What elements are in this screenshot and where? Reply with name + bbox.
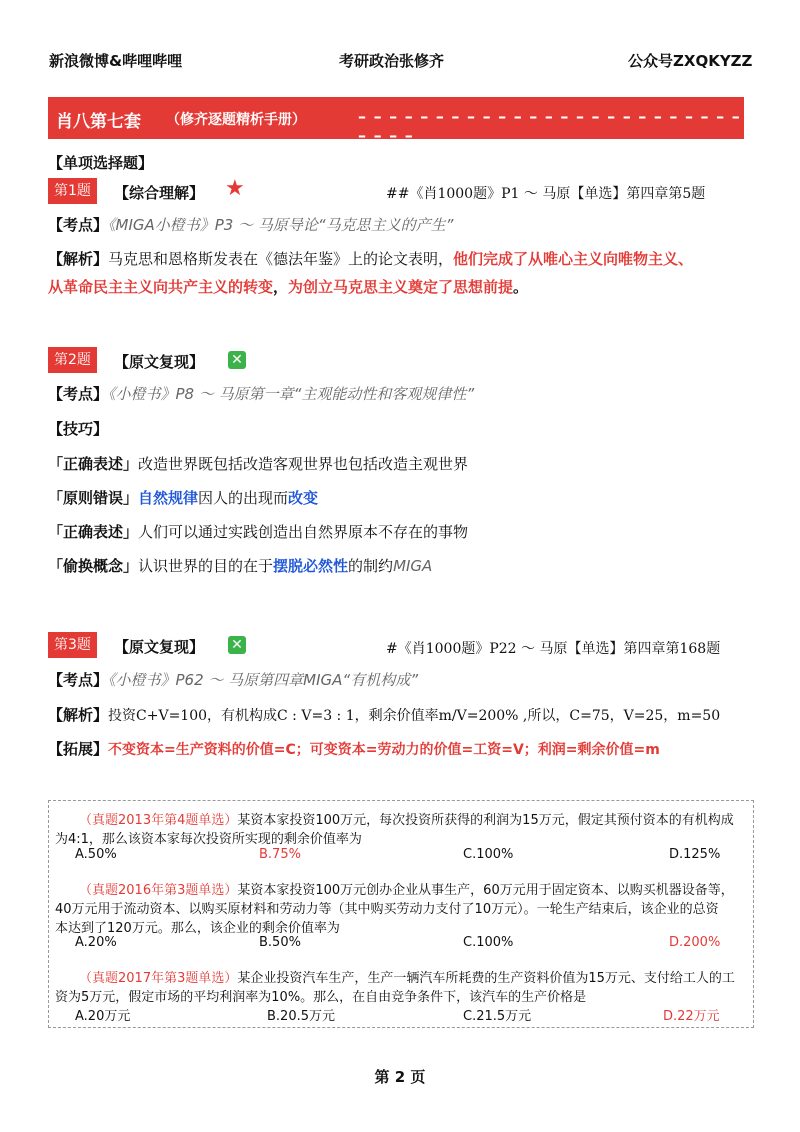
header-weibo: 新浪微博&哔哩哔哩	[49, 52, 183, 70]
exam-3-line1	[79, 967, 735, 986]
line-highlight: 改变	[288, 489, 319, 507]
banner-title: 肖八第七套	[56, 112, 141, 132]
q3-jiexi	[48, 704, 720, 725]
q2-type: 【原文复现】	[114, 353, 205, 371]
q2-line2	[48, 487, 318, 508]
kaodian-label: 【考点】	[48, 216, 109, 234]
kaodian-text: 《小橙书》P62 ～ 马原第四章MIGA“有机构成”	[108, 671, 418, 689]
exam-2-line3: 本达到了120万元。那么，该企业的剩余价值率为	[55, 921, 340, 936]
q2-tag: 第2题	[48, 347, 97, 373]
page-number: 第 2 页	[374, 1068, 426, 1086]
exam-2-line2: 40万元用于流动资本、以购买原材料和劳动力等（其中购买劳动力支付了10万元）。一轮生产结束后，该企业的总资	[55, 902, 719, 917]
line-text: 改造世界既包括改造客观世界也包括改造主观世界	[138, 455, 469, 473]
line-label: 「正确表述」	[48, 523, 139, 541]
line-highlight: 自然规律	[138, 489, 199, 507]
q2-kaodian	[48, 383, 474, 404]
q3-ref: #《肖1000题》P22 ～ 马原【单选】第四章第168题	[386, 641, 721, 657]
cross-mark-icon: ✕	[228, 351, 246, 369]
jiexi-highlight: 为创立马克思主义奠定了思想前提	[288, 278, 514, 296]
exam-2-option-a: A.20%	[75, 935, 117, 950]
kaodian-label: 【考点】	[48, 385, 109, 403]
jiexi-text: ，	[273, 278, 289, 296]
exam-source: （真题2017年第3题单选）	[79, 971, 238, 986]
section-title: 【单项选择题】	[48, 154, 154, 172]
jiexi-text: 投资C+V=100，有机构成C : V=3 : 1，剩余价值率m/V=200% ,所以，C=75，V=25，m=50	[108, 708, 721, 724]
exam-source: （真题2016年第3题单选）	[79, 883, 238, 898]
exam-1-option-c: C.100%	[463, 847, 514, 862]
q3-tuozhan	[48, 738, 660, 759]
exam-text: 某企业投资汽车生产，生产一辆汽车所耗费的生产资料价值为15万元、支付给工人的工	[237, 971, 735, 986]
tuozhan-text: 不变资本=生产资料的价值=C；可变资本=劳动力的价值=工资=V；利润=剩余价值=m	[108, 742, 660, 758]
jiexi-text: 马克思和恩格斯发表在《德法年鉴》上的论文表明，	[108, 250, 454, 268]
banner-dashes: – – – – – – – – – – – – – – – – – – – – – – – – – – – – –	[358, 107, 741, 139]
jiexi-label: 【解析】	[48, 250, 109, 268]
header-account: 公众号ZXQKYZZ	[628, 52, 753, 70]
q1-kaodian	[48, 214, 453, 235]
q1-jiexi-line2	[48, 276, 528, 297]
q1-tag: 第1题	[48, 178, 97, 204]
banner-subtitle: （修齐逐题精析手册）	[166, 112, 306, 128]
exam-2-line1	[79, 879, 734, 898]
kaodian-label: 【考点】	[48, 671, 109, 689]
line-label: 「正确表述」	[48, 455, 139, 473]
q1-type: 【综合理解】	[114, 184, 205, 202]
jiexi-text: 。	[513, 278, 529, 296]
q3-kaodian	[48, 669, 418, 690]
exam-1-line2: 为4:1，那么该资本家每次投资所实现的剩余价值率为	[55, 832, 362, 847]
q2-line3	[48, 521, 468, 542]
exam-3-option-c: C.21.5万元	[463, 1009, 532, 1024]
exam-source: （真题2013年第4题单选）	[79, 813, 238, 828]
exam-1-option-a: A.50%	[75, 847, 117, 862]
q1-ref: ##《肖1000题》P1 ～ 马原【单选】第四章第5题	[386, 186, 706, 202]
exam-1-option-b: B.75%	[259, 847, 301, 862]
miga-mark: MIGA	[393, 557, 433, 575]
exam-3-option-d: D.22万元	[663, 1009, 720, 1024]
line-text: 人们可以通过实践创造出自然界原本不存在的事物	[138, 523, 469, 541]
line-text: 的制约	[348, 557, 394, 575]
tuozhan-label: 【拓展】	[48, 740, 109, 758]
jiexi-highlight: 从革命民主主义向共产主义的转变	[48, 278, 274, 296]
exam-3-line2: 资为5万元，假定市场的平均利润率为10%。那么，在自由竞争条件下，该汽车的生产价格是	[55, 990, 587, 1005]
jiexi-label: 【解析】	[48, 706, 109, 724]
exam-text: 某资本家投资100万元创办企业从事生产，60万元用于固定资本、以购买机器设备等，	[237, 883, 734, 898]
q2-line4	[48, 555, 432, 576]
kaodian-text: 《小橙书》P8 ～ 马原第一章“主观能动性和客观规律性”	[108, 385, 475, 403]
exam-1-option-d: D.125%	[669, 847, 721, 862]
q3-type: 【原文复现】	[114, 638, 205, 656]
exam-text: 某资本家投资100万元，每次投资所获得的利润为15万元，假定其预付资本的有机构成	[237, 813, 734, 828]
exam-2-option-c: C.100%	[463, 935, 514, 950]
line-highlight: 摆脱必然性	[273, 557, 349, 575]
exam-2-option-b: B.50%	[259, 935, 301, 950]
header-author: 考研政治张修齐	[339, 52, 445, 70]
q2-jiqiao: 【技巧】	[48, 420, 109, 438]
jiexi-highlight: 他们完成了从唯心主义向唯物主义、	[453, 250, 694, 268]
q3-tag: 第3题	[48, 632, 97, 658]
exam-3-option-b: B.20.5万元	[267, 1009, 335, 1024]
exam-2-option-d: D.200%	[669, 935, 721, 950]
q1-jiexi-line1	[48, 248, 693, 269]
line-text: 认识世界的目的在于	[138, 557, 274, 575]
exam-1-line1	[79, 809, 734, 828]
exam-3-option-a: A.20万元	[75, 1009, 131, 1024]
star-icon: ★	[225, 176, 245, 201]
kaodian-text: 《MIGA小橙书》P3 ～ 马原导论“马克思主义的产生”	[108, 216, 454, 234]
cross-mark-icon: ✕	[228, 636, 246, 654]
exam-questions-box	[48, 800, 754, 1028]
line-text: 因人的出现而	[198, 489, 289, 507]
q2-line1	[48, 453, 468, 474]
line-label: 「偷换概念」	[48, 557, 139, 575]
line-label: 「原则错误」	[48, 489, 139, 507]
section-banner	[48, 97, 744, 139]
